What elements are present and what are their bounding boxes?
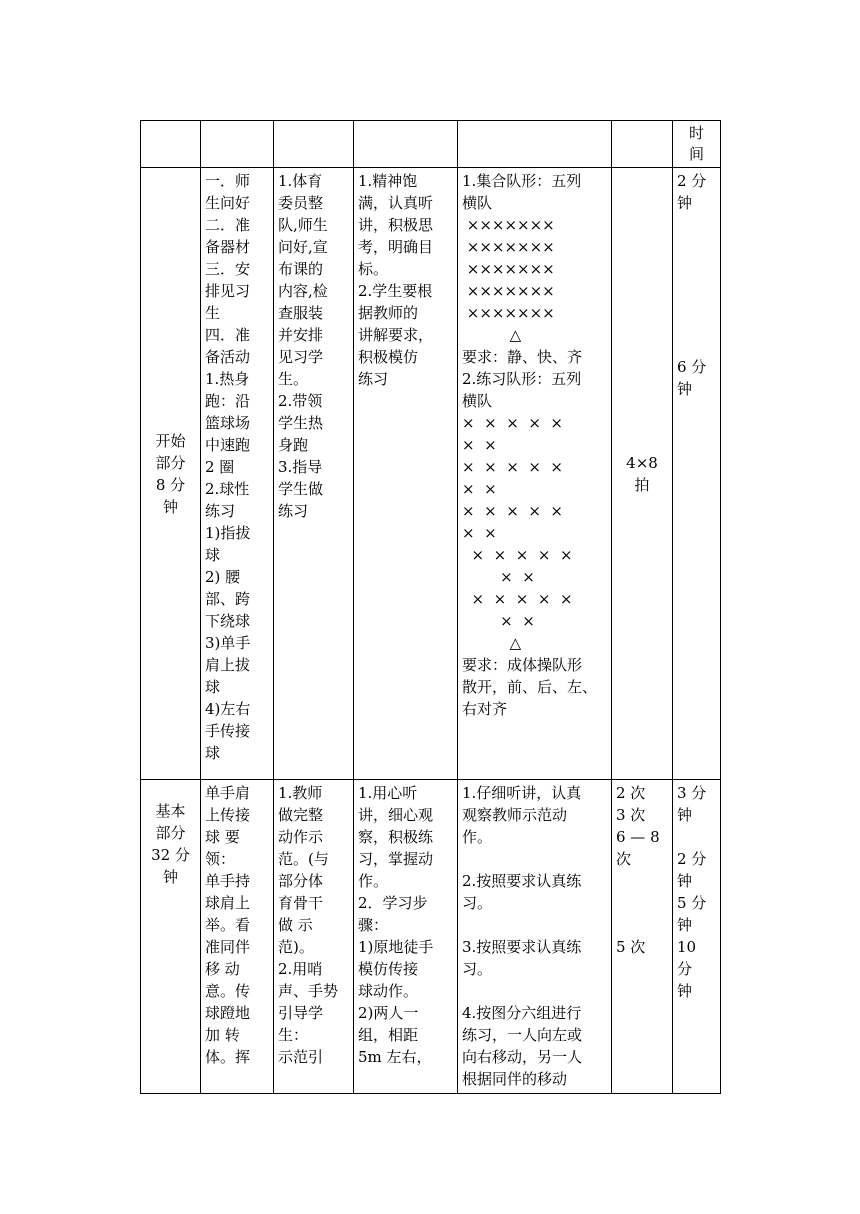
assembly-requirement: 要求：静、快、齐 bbox=[462, 348, 583, 366]
start-part-label: 开始 部分 8 分 钟 bbox=[141, 168, 201, 780]
header-cell-6 bbox=[612, 121, 673, 168]
start-amount: 4×8 拍 bbox=[612, 168, 673, 780]
header-cell-3 bbox=[274, 121, 354, 168]
assembly-formation-pattern: ××××××× ××××××× ××××××× ××××××× ××××××× △ bbox=[466, 216, 555, 344]
start-content: 一．师 生问好 二．准 备器材 三．安 排见习 生 四．准 备活动 1.热身 跑：沿 篮球场 中速跑 2 圈 2.球性 练习 1)指拔 球 2) 腰 部、跨 下绕球 3)单手 肩上拔 球 4)左右 手传接 球 bbox=[201, 168, 274, 780]
practice-formation-pattern: × × × × × × × × × × × × × × × × × × × × × × × × × × × × × × × × × × × △ bbox=[462, 414, 573, 652]
basic-student-activity: 1.用心听 讲，细心观 察，积极练 习，掌握动 作。 2．学习步 骤： 1)原地徒手 模仿传接 球动作。 2)两人一 组，相距 5m 左右， bbox=[354, 780, 458, 1094]
basic-amount: 2 次 3 次 6 — 8 次 5 次 bbox=[612, 780, 673, 1094]
start-time-1: 2 分 钟 bbox=[677, 172, 707, 212]
start-time bbox=[673, 168, 721, 780]
basic-teacher-activity: 1.教师 做完整 动作示 范。(与 部分体 育骨干 做 示 范)。 2.用哨 声、手势 引导学 生： 示范引 bbox=[274, 780, 354, 1094]
header-cell-1 bbox=[141, 121, 201, 168]
header-row bbox=[141, 121, 721, 168]
header-cell-4 bbox=[354, 121, 458, 168]
basic-part-label: 基本 部分 32 分 钟 bbox=[141, 780, 201, 1094]
basic-content: 单手肩 上传接 球 要 领： 单手持 球肩上 举。看 准同伴 移 动 意。传 球蹬地 加 转 体。挥 bbox=[201, 780, 274, 1094]
start-time-2: 6 分 钟 bbox=[677, 358, 707, 398]
start-organization bbox=[458, 168, 612, 780]
header-cell-2 bbox=[201, 121, 274, 168]
section-start-row bbox=[141, 168, 721, 780]
time-header: 时 间 bbox=[673, 121, 721, 168]
start-student-activity: 1.精神饱 满，认真听 讲，积极思 考，明确目 标。 2.学生要根 据教师的 讲解要求， 积极模仿 练习 bbox=[354, 168, 458, 780]
practice-requirement: 要求：成体操队形 散开，前、后、左、 右对齐 bbox=[462, 656, 598, 718]
section-basic-row bbox=[141, 780, 721, 1094]
start-teacher-activity: 1.体育 委员整 队,师生 问好,宣 布课的 内容,检 查服装 并安排 见习学 生。 2.带领 学生热 身跑 3.指导 学生做 练习 bbox=[274, 168, 354, 780]
header-cell-5 bbox=[458, 121, 612, 168]
practice-formation-title: 2.练习队形：五列 横队 bbox=[462, 370, 582, 410]
assembly-formation-title: 1.集合队形：五列 横队 bbox=[462, 172, 582, 212]
basic-organization: 1.仔细听讲，认真 观察教师示范动 作。 2.按照要求认真练 习。 3.按照要求认真练 习。 4.按图分六组进行 练习，一人向左或 向右移动，另一人 根据同伴的移动 bbox=[458, 780, 612, 1094]
basic-time: 3 分 钟 2 分 钟 5 分 钟 10 分 钟 bbox=[673, 780, 721, 1094]
lesson-plan-table bbox=[140, 120, 721, 1094]
